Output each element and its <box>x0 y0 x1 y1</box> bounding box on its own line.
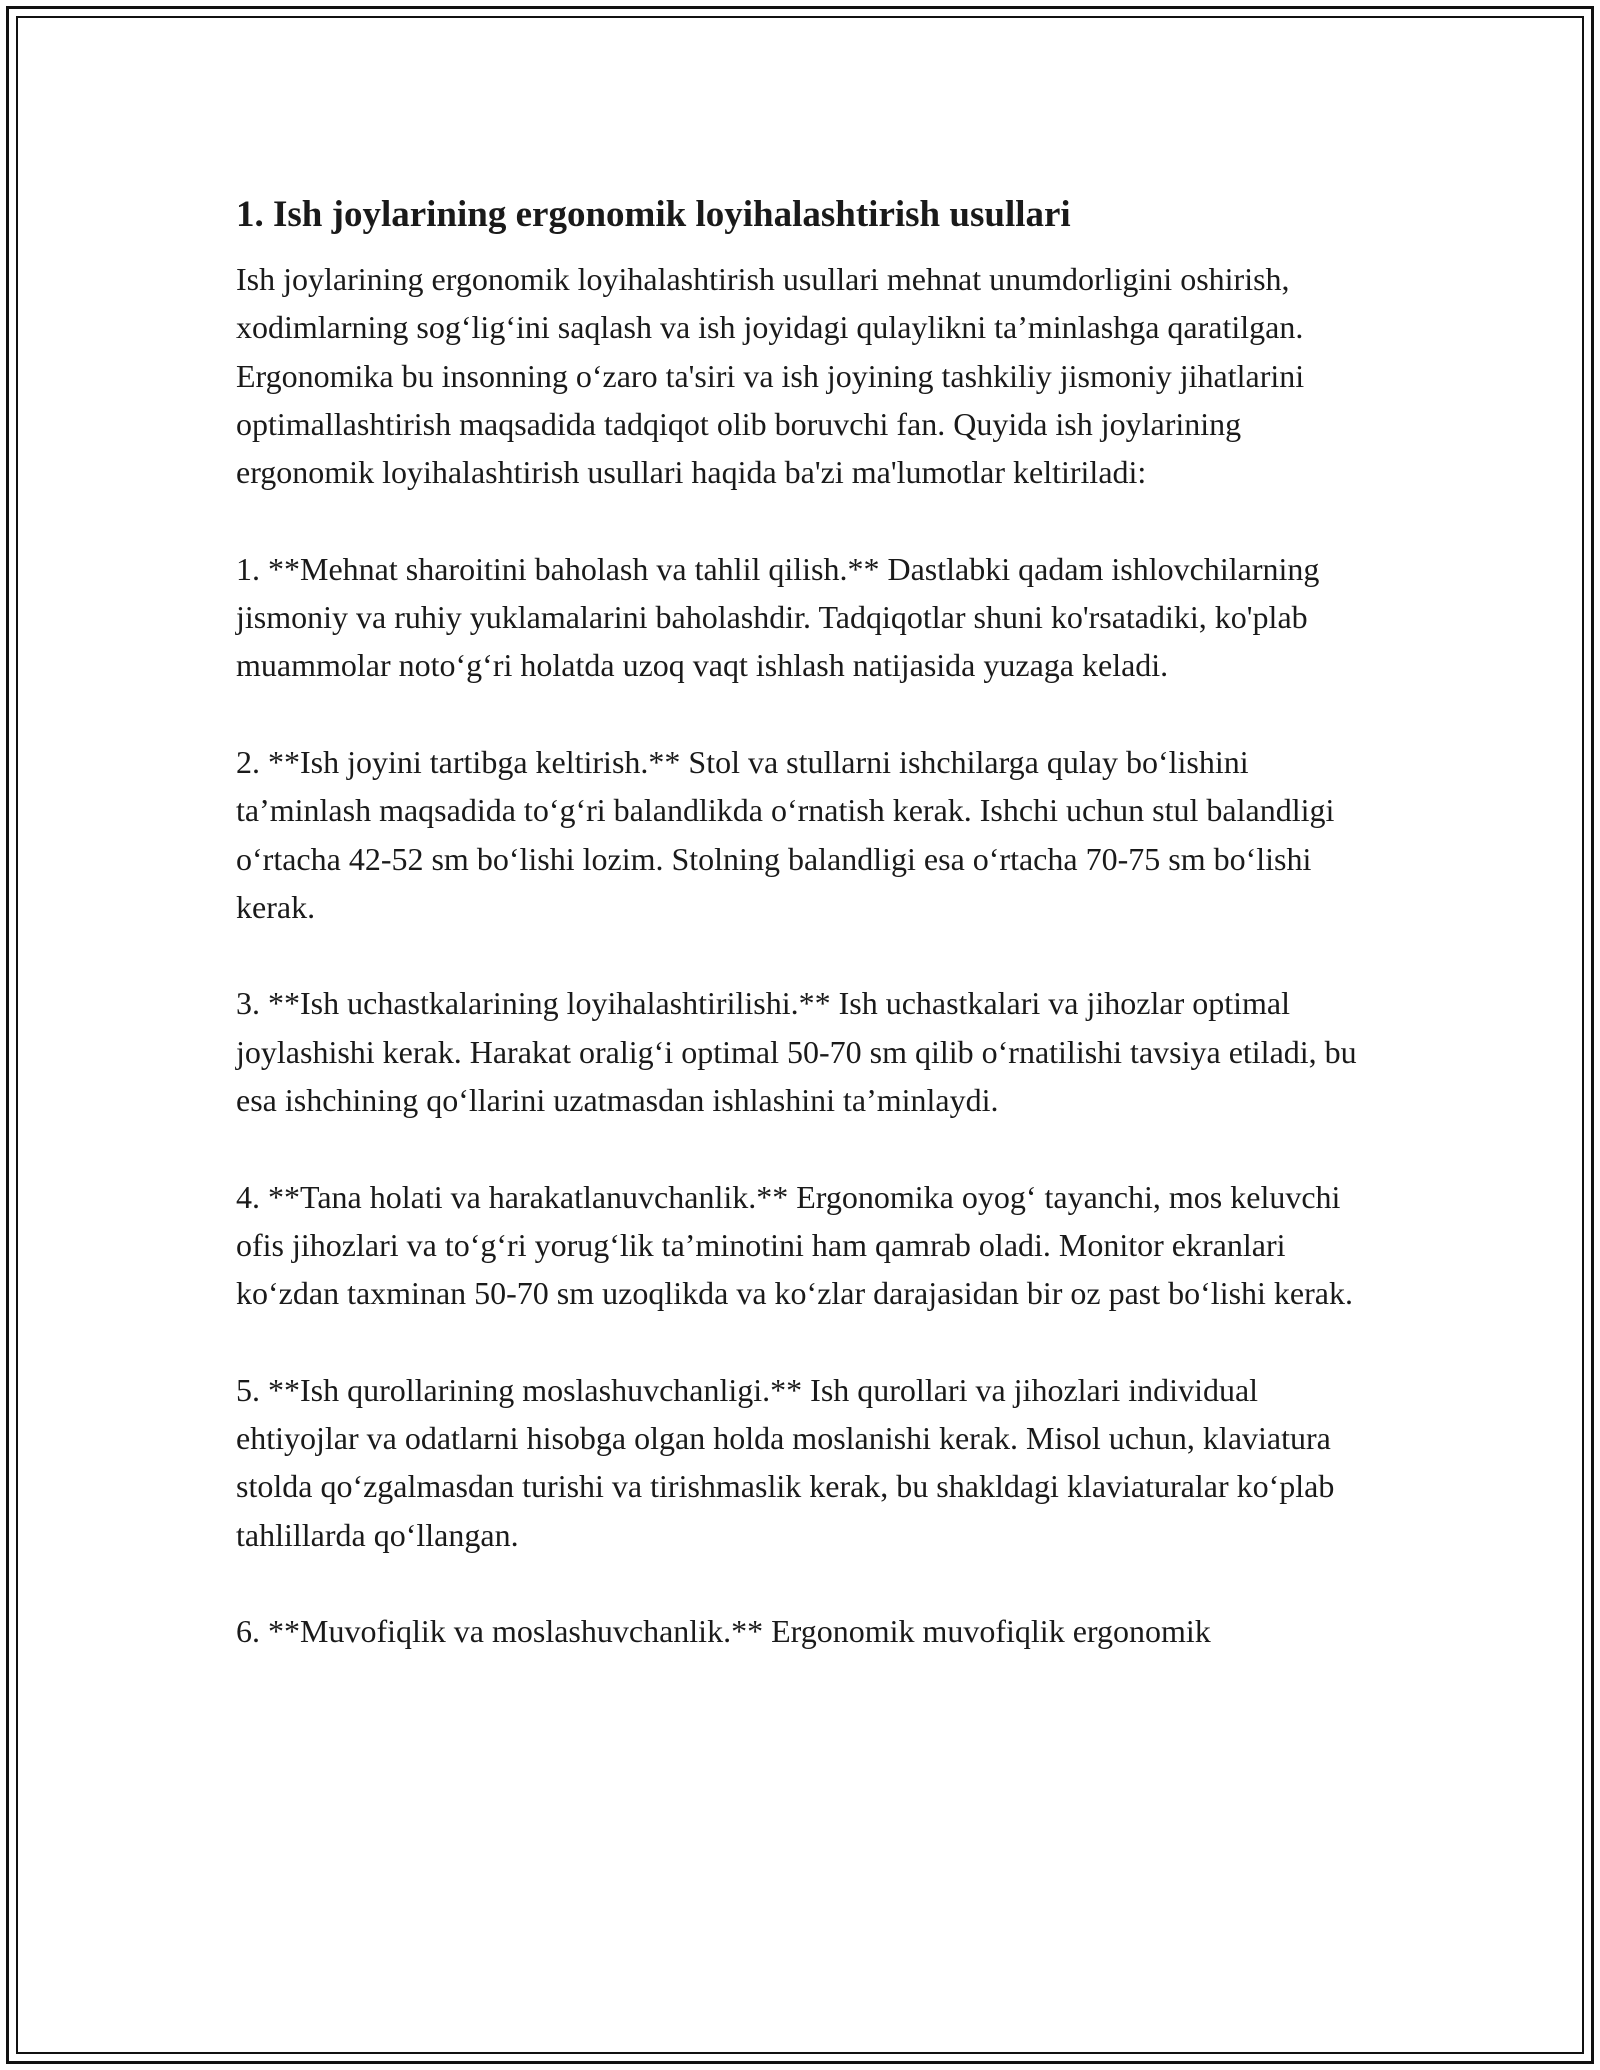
list-item-5: 5. **Ish qurollarining moslashuvchanligi.** Ish qurollari va jihozlari individual ehtiyojlar va odatlarni hisobga olgan holda moslanishi kerak. Misol uchun, klaviatura stolda qo‘zgalmasdan turishi va tirishmaslik kerak, bu shakldagi klaviaturalar ko‘plab tahlillarda qo‘llangan. <box>236 1371 1335 1553</box>
list-item-1: 1. **Mehnat sharoitini baholash va tahlil qilish.** Dastlabki qadam ishlovchilarning jismoniy va ruhiy yuklamalarini baholashdir. Tadqiqotlar shuni ko'rsatadiki, ko'plab muammolar noto‘g‘ri holatda uzoq vaqt ishlash natijasida yuzaga keladi. <box>236 550 1320 684</box>
list-item-2: 2. **Ish joyini tartibga keltirish.** Stol va stullarni ishchilarga qulay bo‘lishini ta’minlash maqsadida to‘g‘ri balandlikda o‘rnatish kerak. Ishchi uchun stul balandligi o‘rtacha 42-52 sm bo‘lishi lozim. Stolning balandligi esa o‘rtacha 70-75 sm bo‘lishi kerak. <box>236 743 1335 925</box>
list-item-6: 6. **Muvofiqlik va moslashuvchanlik.** Ergonomik muvofiqlik ergonomik <box>236 1613 1211 1650</box>
document-body <box>236 187 1376 1704</box>
list-item-4: 4. **Tana holati va harakatlanuvchanlik.** Ergonomika oyog‘ tayanchi, mos keluvchi ofis jihozlari va to‘g‘ri yorug‘lik ta’minotini ham qamrab oladi. Monitor ekranlari ko‘zdan taxminan 50-70 sm uzoqlikda va ko‘zlar darajasidan bir oz past bo‘lishi kerak. <box>236 1178 1353 1312</box>
intro-paragraph: Ish joylarining ergonomik loyihalashtirish usullari mehnat unumdorligini oshirish, xodimlarning sog‘lig‘ini saqlash va ish joyidagi qulaylikni ta’minlashga qaratilgan. Ergonomika bu insonning o‘zaro ta'siri va ish joyining tashkiliy jismoniy jihatlarini optimallashtirish maqsadida tadqiqot olib boruvchi fan. Quyida ish joylarining ergonomik loyihalashtirish usullari haqida ba'zi ma'lumotlar keltiriladi: <box>236 261 1305 491</box>
document-title: 1. Ish joylarining ergonomik loyihalashtirish usullari <box>236 194 1071 235</box>
list-item-3: 3. **Ish uchastkalarining loyihalashtirilishi.** Ish uchastkalari va jihozlar optimal joylashishi kerak. Harakat oralig‘i optimal 50-70 sm qilib o‘rnatilishi tavsiya etiladi, bu esa ishchining qo‘llarini uzatmasdan ishlashini ta’minlaydi. <box>236 985 1357 1119</box>
